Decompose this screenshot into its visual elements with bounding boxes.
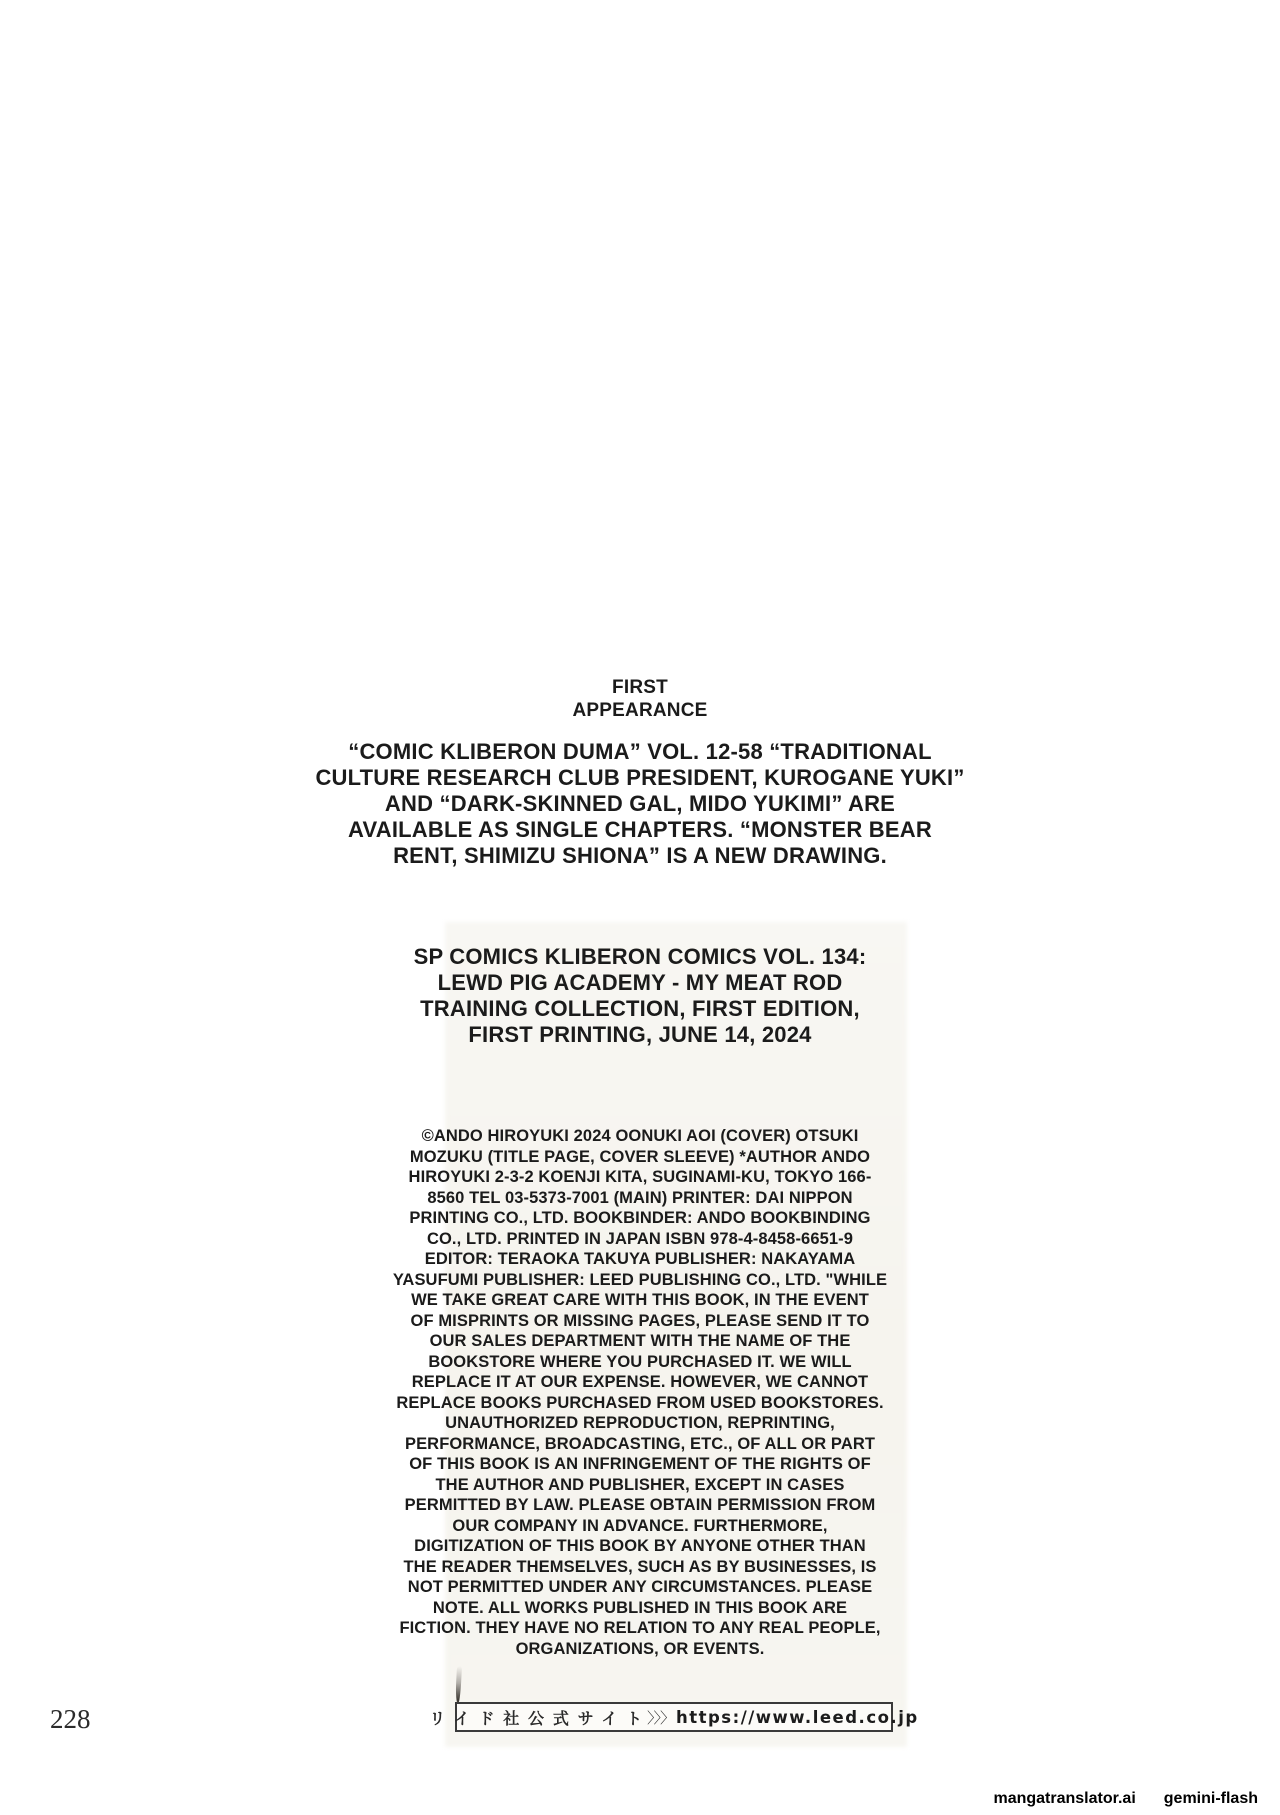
copyright-line: HIROYUKI 2-3-2 KOENJI KITA, SUGINAMI-KU, TOKYO 166- [408,1168,872,1186]
copyright-line: NOTE. ALL WORKS PUBLISHED IN THIS BOOK ARE [432,1598,848,1617]
first-appearance-heading [0,676,1280,722]
note-line: RENT, SHIMIZU SHIONA” IS A NEW DRAWING. [393,843,887,868]
edition-info [240,944,1040,1048]
copyright-line: PRINTING CO., LTD. BOOKBINDER: ANDO BOOKBINDING [409,1209,871,1227]
copyright-line: MOZUKU (TITLE PAGE, COVER SLEEVE) *AUTHOR ANDO [409,1147,871,1166]
note-line: “COMIC KLIBERON DUMA” VOL. 12-58 “TRADITIONAL [348,739,932,764]
copyright-line: OUR COMPANY IN ADVANCE. FURTHERMORE, [452,1516,828,1535]
copyright-line: THE READER THEMSELVES, SUCH AS BY BUSINESSES, IS [403,1557,877,1576]
copyright-line: FICTION. THEY HAVE NO RELATION TO ANY REAL PEOPLE, [399,1619,881,1637]
copyright-line: CO., LTD. PRINTED IN JAPAN ISBN 978-4-8458-6651-9 [426,1229,854,1248]
copyright-line: ©ANDO HIROYUKI 2024 OONUKI AOI (COVER) OTSUKI [421,1127,859,1145]
note-line: AVAILABLE AS SINGLE CHAPTERS. “MONSTER BEAR [348,817,932,842]
copyright-line: REPLACE BOOKS PURCHASED FROM USED BOOKSTORES. [396,1393,884,1412]
copyright-line: REPLACE IT AT OUR EXPENSE. HOWEVER, WE CANNOT [411,1373,869,1391]
copyright-line: WE TAKE GREAT CARE WITH THIS BOOK, IN THE EVENT [411,1291,869,1309]
footer-model-label: gemini-flash [1163,1790,1258,1807]
edition-line: LEWD PIG ACADEMY - MY MEAT ROD [437,970,843,995]
copyright-line: 8560 TEL 03-5373-7001 (MAIN) PRINTER: DAI NIPPON [427,1188,853,1207]
note-line: AND “DARK-SKINNED GAL, MIDO YUKIMI” ARE [384,791,896,816]
copyright-line: DIGITIZATION OF THIS BOOK BY ANYONE OTHER THAN [414,1537,866,1555]
page-number: 228 [50,1704,91,1734]
triple-chevron-icon: 〉〉〉 [646,1708,674,1727]
copyright-notice [320,1126,960,1659]
copyright-line: BOOKSTORE WHERE YOU PURCHASED IT. WE WILL [428,1352,852,1371]
heading-line: APPEARANCE [572,700,708,721]
copyright-line: NOT PERMITTED UNDER ANY CIRCUMSTANCES. PLEASE [407,1578,873,1596]
footer-site-label: mangatranslator.ai [993,1790,1136,1807]
edition-line: TRAINING COLLECTION, FIRST EDITION, [420,996,860,1021]
publisher-website-box [429,1702,919,1732]
copyright-line: ORGANIZATIONS, OR EVENTS. [515,1639,765,1658]
copyright-line: EDITOR: TERAOKA TAKUYA PUBLISHER: NAKAYAMA [424,1250,856,1268]
copyright-line: OUR SALES DEPARTMENT WITH THE NAME OF THE [429,1332,851,1350]
copyright-line: OF THIS BOOK IS AN INFRINGEMENT OF THE RIGHTS OF [409,1455,871,1473]
heading-line: FIRST [612,677,668,698]
copyright-line: OF MISPRINTS OR MISSING PAGES, PLEASE SEND IT TO [410,1311,870,1330]
website-url: https://www.leed.co.jp [675,1707,919,1727]
edition-line: SP COMICS KLIBERON COMICS VOL. 134: [413,944,867,969]
note-line: CULTURE RESEARCH CLUB PRESIDENT, KUROGANE YUKI” [315,765,965,790]
website-box-label-jp: リイド社公式サイト [429,1708,651,1728]
copyright-line: UNAUTHORIZED REPRODUCTION, REPRINTING, [445,1414,835,1432]
footer-credit [993,1790,1258,1808]
copyright-line: YASUFUMI PUBLISHER: LEED PUBLISHING CO., LTD. "WHILE [392,1270,888,1289]
copyright-line: THE AUTHOR AND PUBLISHER, EXCEPT IN CASES [435,1475,845,1494]
first-appearance-note [170,739,1110,869]
copyright-line: PERFORMANCE, BROADCASTING, ETC., OF ALL OR PART [404,1434,876,1453]
edition-line: FIRST PRINTING, JUNE 14, 2024 [468,1022,812,1047]
copyright-line: PERMITTED BY LAW. PLEASE OBTAIN PERMISSION FROM [404,1496,876,1514]
